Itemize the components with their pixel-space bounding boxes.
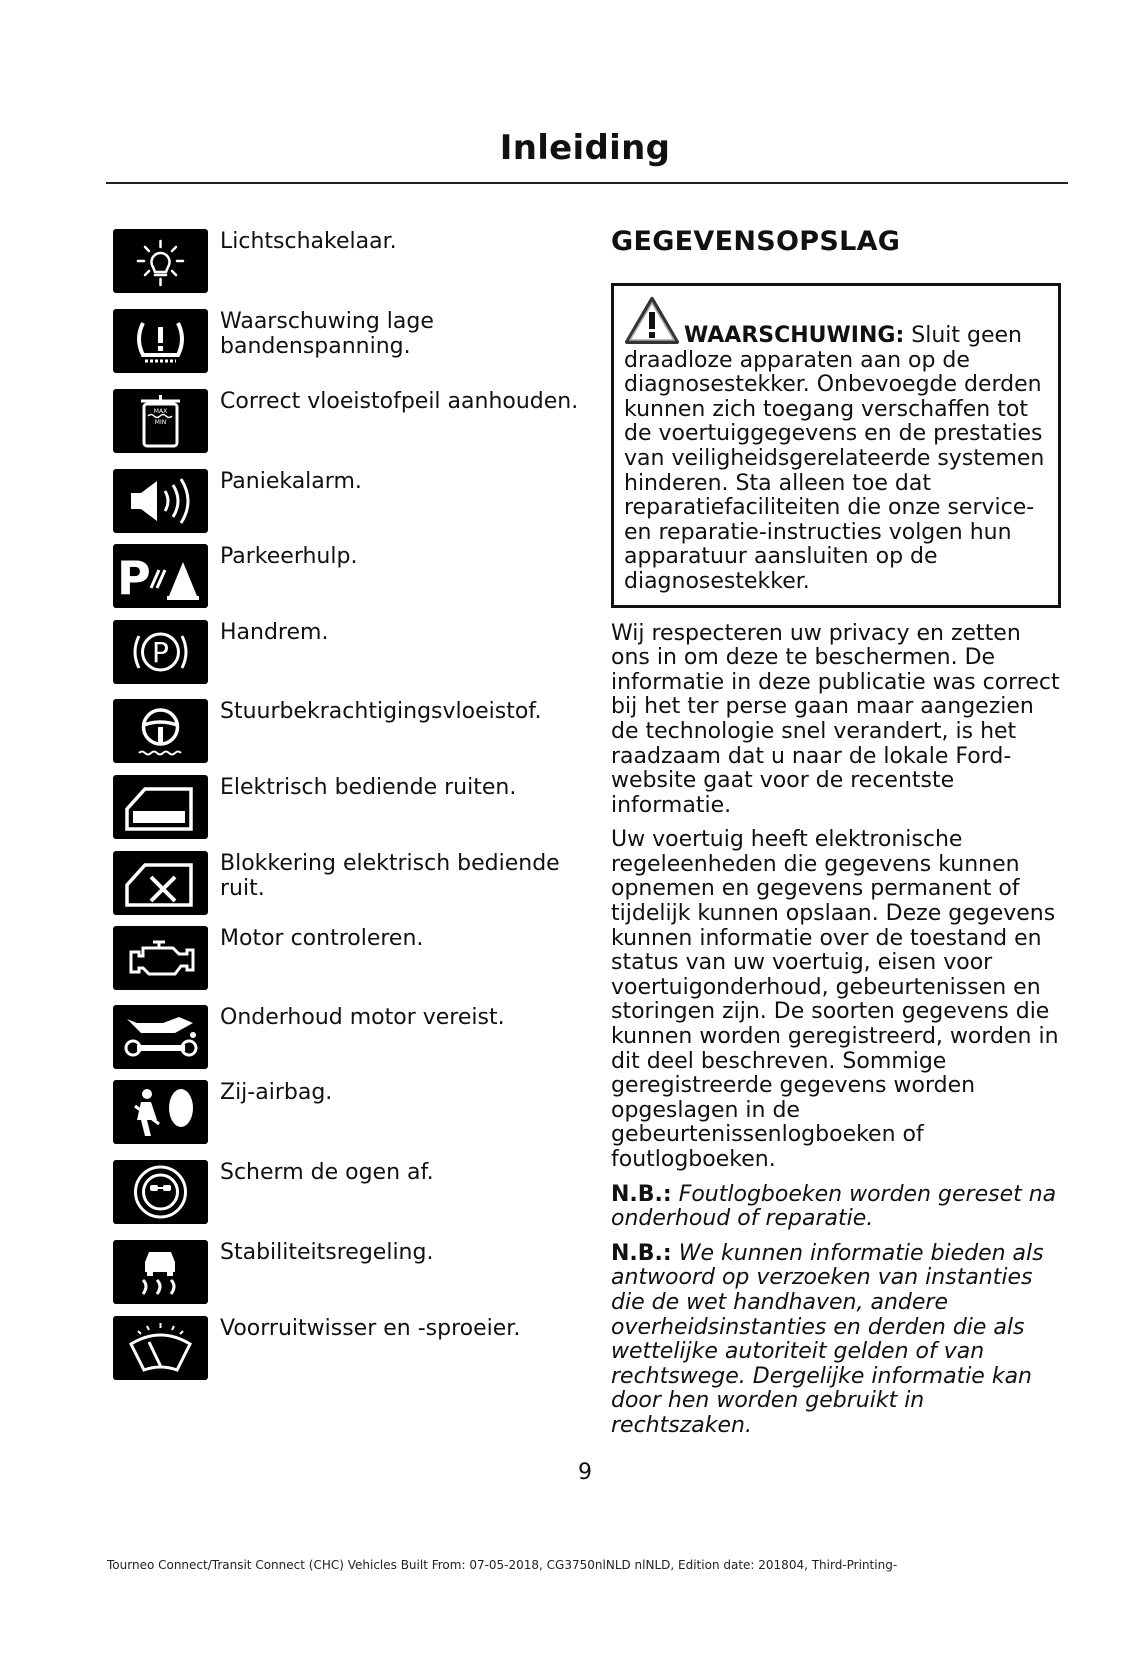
legend-label: Onderhoud motor vereist. [220,1005,505,1030]
legend-label: Blokkering elektrisch bediende ruit. [220,851,560,901]
note [611,1183,1061,1232]
legend-label: Paniekalarm. [220,469,362,494]
legend-label: Zij-airbag. [220,1080,333,1105]
legend-label: Lichtschakelaar. [220,229,397,254]
note [611,1242,1061,1439]
window-lockout-icon [113,851,208,915]
legend-label: Elektrisch bediende ruiten. [220,775,517,800]
fluid-min-label: MIN [154,419,167,426]
power-steering-fluid-icon [113,699,208,763]
tire-pressure-icon [113,309,208,373]
footer-text: Tourneo Connect/Transit Connect (CHC) Vehicles Built From: 07-05-2018, CG3750nlNLD nlNLD, Edition date: 201804, Third-Printing- [107,1558,898,1572]
warning-label: WAARSCHUWING: [684,323,905,348]
side-airbag-icon [113,1080,208,1144]
page-number: 9 [578,1460,592,1485]
legend-label: Parkeerhulp. [220,544,358,569]
power-window-icon [113,775,208,839]
windshield-wiper-icon [113,1316,208,1380]
warning-text: Sluit geen draadloze apparaten aan op de diagnosestekker. Onbevoegde derden kunnen zich toegang verschaffen tot de voertuiggegevens en de prestaties van veiligheidsgerelateerde systemen hinderen. Sta alleen toe dat reparatiefaciliteiten die onze service- en reparatie-instructies volgen hun apparatuur aansluiten op de diagnosestekker. [624,323,1045,594]
legend-label: Handrem. [220,620,329,645]
paragraph: Uw voertuig heeft elektronische regeleenheden die gegevens kunnen opnemen en gegevens permanent of tijdelijk kunnen opslaan. Deze gegevens kunnen informatie over de toestand en status van uw voertuig, eisen voor voertuigonderhoud, gebeurtenissen en storingen zijn. De soorten gegevens die kunnen worden geregistreerd, worden in dit deel beschreven. Sommige geregistreerde gegevens worden opgeslagen in de gebeurtenissenlogboeken of foutlogboeken. [611,827,1059,1172]
note-text: Foutlogboeken worden gereset na onderhoud of reparatie. [611,1181,1057,1232]
warning-box [611,283,1061,608]
legend-label: Voorruitwisser en -sproeier. [220,1316,521,1341]
fluid-max-label: MAX [153,408,168,415]
check-engine-icon [113,926,208,990]
legend-label: Stuurbekrachtigingsvloeistof. [220,699,542,724]
engine-maintenance-icon [113,1005,208,1069]
legend-label: Correct vloeistofpeil aanhouden. [220,389,579,414]
warning-triangle-icon [624,296,680,346]
paragraph: Wij respecteren uw privacy en zetten ons in om deze te beschermen. De informatie in deze publicatie was correct bij het ter perse gaan maar aangezien de technologie snel verandert, is het raadzaam dat u naar de lokale Ford-website gaat voor de recentste informatie. [611,620,1060,818]
parking-aid-letter: P [117,551,151,605]
legend-label: Waarschuwing lage bandenspanning. [220,309,434,359]
section-heading: GEGEVENSOPSLAG [611,226,901,257]
note-text: We kunnen informatie bieden als antwoord op verzoeken van instanties die de wet handhaven, andere overheidsinstanties en derden die als wettelijke autoriteit gelden of van rechtswege. Dergelijke informatie kan door hen worden gebruikt in rechtszaken. [611,1240,1044,1438]
light-switch-icon [113,229,208,293]
eye-protection-icon [113,1160,208,1224]
note-label: N.B.: [611,1240,672,1266]
fluid-level-icon [113,389,208,453]
legend-label: Stabiliteitsregeling. [220,1240,434,1265]
page-title: Inleiding [499,128,671,168]
panic-alarm-icon [113,469,208,533]
data-storage-section [611,226,1061,1449]
legend-label: Motor controleren. [220,926,424,951]
parking-aid-icon [113,544,208,608]
parking-brake-icon [113,620,208,684]
note-label: N.B.: [611,1181,672,1207]
stability-control-icon [113,1240,208,1304]
title-divider [106,182,1068,184]
legend-label: Scherm de ogen af. [220,1160,434,1185]
parking-brake-letter: P [152,636,169,669]
